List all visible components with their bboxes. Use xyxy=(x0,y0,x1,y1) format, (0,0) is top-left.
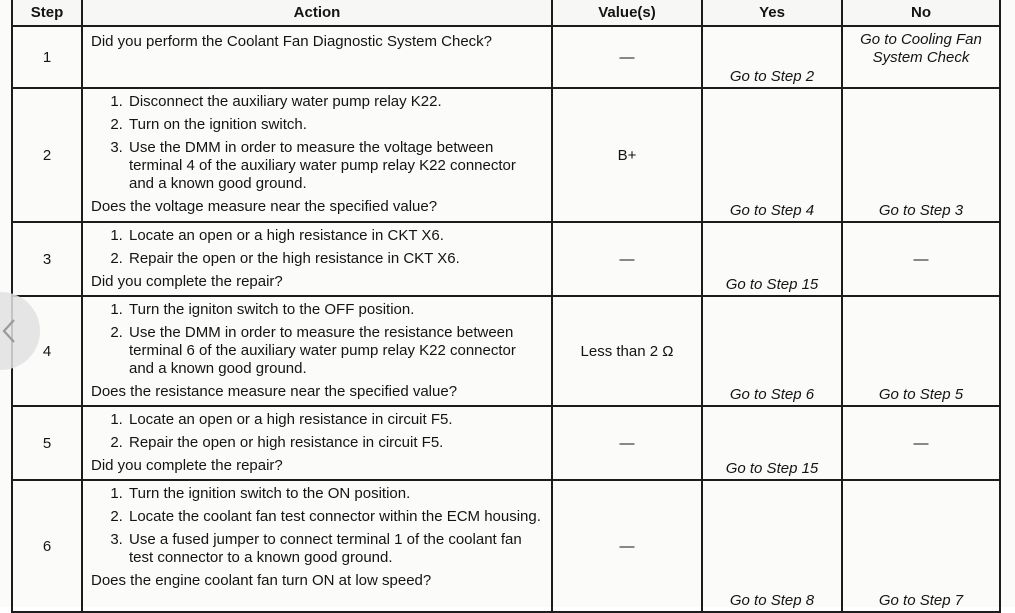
action-steps-list xyxy=(91,301,545,378)
action-cell xyxy=(82,26,552,88)
value-cell: — xyxy=(552,222,702,296)
action-cell xyxy=(82,480,552,612)
action-question: Does the voltage measure near the specified value? xyxy=(91,198,438,215)
value-cell: B+ xyxy=(552,88,702,222)
diagnostic-table xyxy=(11,0,1001,613)
yes-cell: Go to Step 4 xyxy=(702,88,842,222)
step-number: 4 xyxy=(12,296,82,406)
action-step: 3. Use the DMM in order to measure the voltage between terminal 4 of the auxiliary water pump relay K22 connector and a known good ground. xyxy=(127,139,545,193)
action-step: 2. Repair the open or the high resistance in CKT X6. xyxy=(127,250,545,268)
action-cell xyxy=(82,296,552,406)
yes-cell: Go to Step 6 xyxy=(702,296,842,406)
no-cell: — xyxy=(842,406,1000,480)
step-number: 3 xyxy=(12,222,82,296)
yes-cell: Go to Step 2 xyxy=(702,26,842,88)
action-step: 2. Locate the coolant fan test connector within the ECM housing. xyxy=(127,508,545,526)
table-row xyxy=(12,296,1000,406)
value-cell: — xyxy=(552,480,702,612)
action-step: 2. Use the DMM in order to measure the resistance between terminal 6 of the auxiliary water pump relay K22 connector and a known good ground. xyxy=(127,324,545,378)
action-question: Did you complete the repair? xyxy=(91,273,283,290)
header-row xyxy=(12,0,1000,26)
no-cell: Go to Step 7 xyxy=(842,480,1000,612)
action-step: 1. Turn the ignition switch to the ON position. xyxy=(127,485,545,503)
table-row xyxy=(12,480,1000,612)
action-step: 1. Disconnect the auxiliary water pump relay K22. xyxy=(127,93,545,111)
action-step: 1. Turn the igniton switch to the OFF position. xyxy=(127,301,545,319)
step-number: 1 xyxy=(12,26,82,88)
yes-cell: Go to Step 8 xyxy=(702,480,842,612)
header-step: Step xyxy=(12,0,82,26)
no-cell: — xyxy=(842,222,1000,296)
action-question: Did you perform the Coolant Fan Diagnostic System Check? xyxy=(91,33,493,50)
action-steps-list xyxy=(91,411,545,452)
action-cell xyxy=(82,222,552,296)
yes-cell: Go to Step 15 xyxy=(702,222,842,296)
value-cell: Less than 2 Ω xyxy=(552,296,702,406)
value-cell: — xyxy=(552,26,702,88)
yes-cell: Go to Step 15 xyxy=(702,406,842,480)
table-row xyxy=(12,26,1000,88)
action-step: 2. Turn on the ignition switch. xyxy=(127,116,545,134)
action-question: Does the resistance measure near the specified value? xyxy=(91,383,458,400)
header-values: Value(s) xyxy=(552,0,702,26)
no-cell: Go to Cooling Fan System Check xyxy=(842,26,1000,88)
table-body xyxy=(12,26,1000,612)
action-step: 1. Locate an open or a high resistance in CKT X6. xyxy=(127,227,545,245)
step-number: 5 xyxy=(12,406,82,480)
action-step: 2. Repair the open or high resistance in circuit F5. xyxy=(127,434,545,452)
action-steps-list xyxy=(91,93,545,193)
step-number: 6 xyxy=(12,480,82,612)
action-steps-list xyxy=(91,227,545,268)
action-question: Did you complete the repair? xyxy=(91,457,283,474)
no-cell: Go to Step 5 xyxy=(842,296,1000,406)
action-cell xyxy=(82,406,552,480)
action-cell xyxy=(82,88,552,222)
table-row xyxy=(12,88,1000,222)
no-cell: Go to Step 3 xyxy=(842,88,1000,222)
action-steps-list xyxy=(91,485,545,567)
header-action: Action xyxy=(82,0,552,26)
table-row xyxy=(12,406,1000,480)
action-step: 1. Locate an open or a high resistance in circuit F5. xyxy=(127,411,545,429)
step-number: 2 xyxy=(12,88,82,222)
header-yes: Yes xyxy=(702,0,842,26)
table-row xyxy=(12,222,1000,296)
value-cell: — xyxy=(552,406,702,480)
action-step: 3. Use a fused jumper to connect terminal 1 of the coolant fan test connector to a known good ground. xyxy=(127,531,545,567)
action-question: Does the engine coolant fan turn ON at low speed? xyxy=(91,572,432,589)
header-no: No xyxy=(842,0,1000,26)
